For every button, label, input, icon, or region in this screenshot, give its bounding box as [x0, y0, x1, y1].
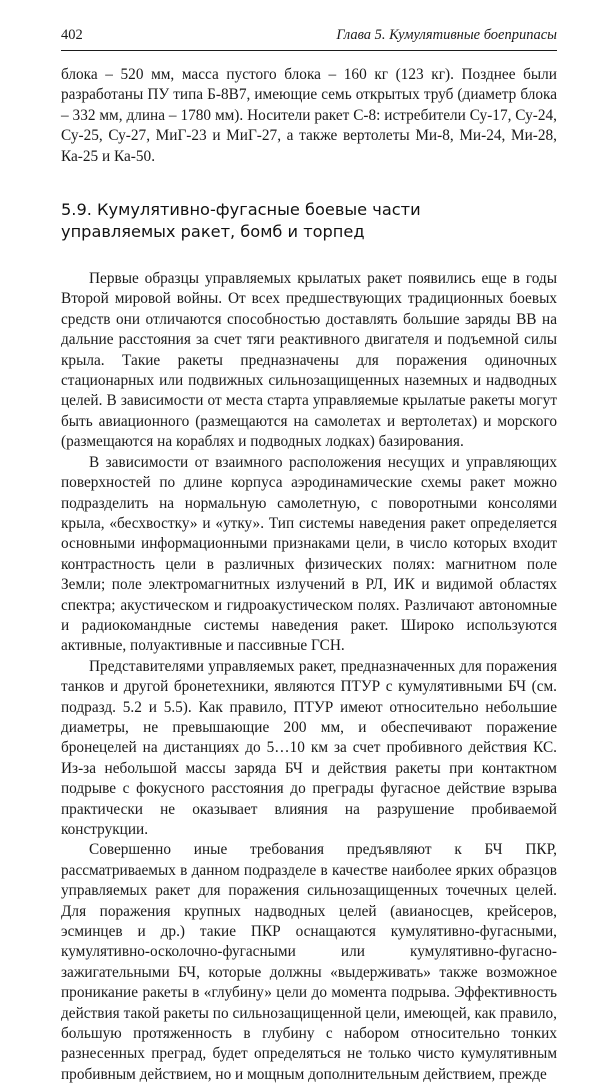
- section-heading-line-1: 5.9. Кумулятивно-фугасные боевые части: [61, 200, 421, 220]
- intro-paragraph: блока – 520 мм, масса пустого блока – 160 кг (123 кг). Позднее были разработаны ПУ типа Б-8В7, имеющие семь открытых труб (диаметр блока – 332 мм, длина – 1780 мм). Носители ракет С-8: истребители Су-17, Су-24, Су-25, Су-27, МиГ-23 и МиГ-27, а также вертолеты Ми-8, Ми-24, Ми-28, Ка-25 и Ка-50.: [61, 66, 557, 165]
- section-heading: [61, 199, 557, 243]
- body-paragraph-4: Совершенно иные требования предъявляют к БЧ ПКР, рассматриваемых в данном подразделе в качестве наиболее ярких образцов управляемых ракет для поражения сильнозащищенных точечных целей. Для поражения крупных надводных целей (авианосцев, крейсеров, эсминцев и др.) такие ПКР оснащаются кумулятивно-фугасными, кумулятивно-осколочно-фугасными или кумулятивно-фугасно-зажигательными БЧ, которые должны «выдерживать» также возможное проникание ракеты в «глубину» цели до момента подрыва. Эффективность действия такой ракеты по сильнозащищенной цели, имеющей, как правило, большую протяженность в глубину с набором относительно тонких разнесенных преград, будет определяться не только чисто кумулятивным пробивным действием, но и мощным дополнительным действием, прежде: [61, 841, 557, 1083]
- book-page: [61, 26, 557, 1085]
- body-paragraph-3: Представителями управляемых ракет, предназначенных для поражения танков и другой бронетехники, являются ПТУР с кумулятивными БЧ (см. подразд. 5.2 и 5.5). Как правило, ПТУР имеют относительно небольшие диаметры, не превышающие 200 мм, и обеспечивают поражение бронецелей на дистанциях до 5…10 км за счет пробивного действия КС. Из-за небольшой массы заряда БЧ и действия ракеты при контактном подрыве с фокусного расстояния до преграды фугасное действие взрыва практически не оказывает влияния на разрушение пробиваемой конструкции.: [61, 657, 557, 838]
- body-paragraph-2: В зависимости от взаимного расположения несущих и управляющих поверхностей по длине корпуса аэродинамические схемы ракет можно подразделить на нормальную самолетную, с поворотными консолями крыла, «бесхвостку» и «утку». Тип системы наведения ракет определяется основными информационными признаками цели, в число которых входит контрастность цели в различных физических полях: магнитном поле Земли; поле электромагнитных излучений в РЛ, ИК и видимой областях спектра; акустическом и гидроакустическом полях. Различают автономные и радиокомандные системы наведения ракет. Широко используются активные, полуактивные и пассивные ГСН.: [61, 453, 557, 655]
- section-heading-line-2: управляемых ракет, бомб и торпед: [61, 222, 365, 242]
- running-header: [61, 26, 557, 51]
- page-number: 402: [61, 27, 83, 43]
- body-paragraph-1: Первые образцы управляемых крылатых ракет появились еще в годы Второй мировой войны. От всех предшествующих традиционных боевых средств они отличаются способностью доставлять большие заряды ВВ на дальние расстояния за счет тяги реактивного двигателя и подъемной силы крыла. Такие ракеты предназначены для поражения одиночных стационарных или подвижных сильнозащищенных наземных и надводных целей. В зависимости от места старта управляемые крылатые ракеты могут быть авиационного (размещаются на самолетах и вертолетах) и морского (размещаются на кораблях и подводных лодках) базирования.: [61, 270, 557, 451]
- chapter-title: Глава 5. Кумулятивные боеприпасы: [336, 27, 557, 43]
